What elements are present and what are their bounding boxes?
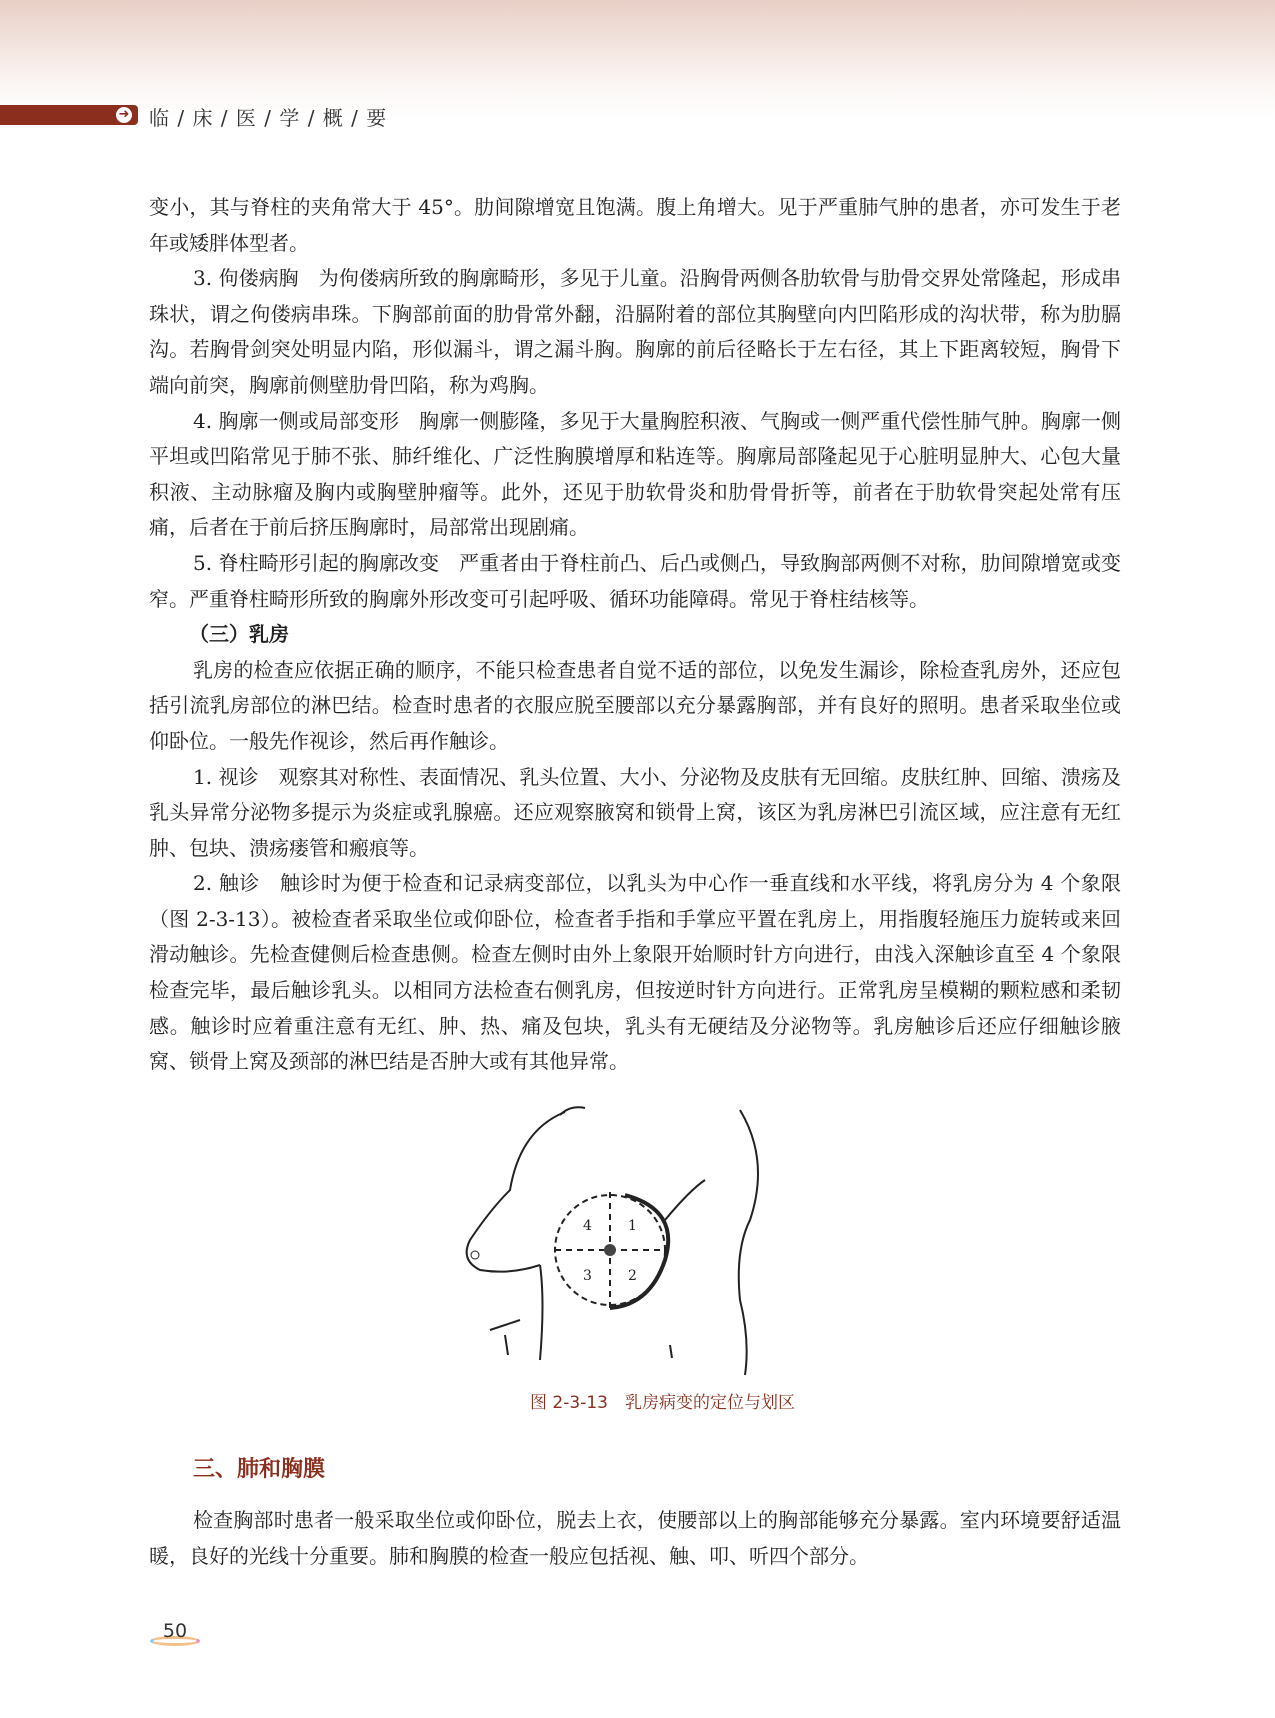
arrow-right-circle-icon: ➜ [116, 107, 132, 123]
paragraph: 2. 触诊 触诊时为便于检查和记录病变部位，以乳头为中心作一垂直线和水平线，将乳房分为 4 个象限（图 2-3-13）。被检查者采取坐位或仰卧位，检查者手指和手掌应平置在乳房上，用指腹轻施压力旋转或来回滑动触诊。先检查健侧后检查患侧。检查左侧时由外上象限开始顺时针方向进行，由浅入深触诊直至 4 个象限检查完毕，最后触诊乳头。以相同方法检查右侧乳房，但按逆时针方向进行。正常乳房呈模糊的颗粒感和柔韧感。触诊时应着重注意有无红、肿、热、痛及包块，乳头有无硬结及分泌物等。乳房触诊后还应仔细触诊腋窝、锁骨上窝及颈部的淋巴结是否肿大或有其他异常。 [149, 871, 1121, 1074]
quadrant-label: 4 [583, 1218, 592, 1234]
paragraph: 5. 脊柱畸形引起的胸廓改变 严重者由于脊柱前凸、后凸或侧凸，导致胸部两侧不对称，肋间隙增宽或变窄。严重脊柱畸形所致的胸廓外形改变可引起呼吸、循环功能障碍。常见于脊柱结核等。 [149, 550, 1121, 611]
quadrant-label: 2 [628, 1268, 637, 1284]
figure-caption: 图 2-3-13 乳房病变的定位与划区 [530, 1393, 795, 1413]
paragraph: 乳房的检查应依据正确的顺序，不能只检查患者自觉不适的部位，以免发生漏诊，除检查乳房外，还应包括引流乳房部位的淋巴结。检查时患者的衣服应脱至腰部以充分暴露胸部，并有良好的照明。患者采取坐位或仰卧位。一般先作视诊，然后再作触诊。 [149, 657, 1121, 753]
paragraph: 变小，其与脊柱的夹角常大于 45°。肋间隙增宽且饱满。腹上角增大。见于严重肺气肿的患者，亦可发生于老年或矮胖体型者。 [149, 195, 1121, 255]
paragraph: 1. 视诊 观察其对称性、表面情况、乳头位置、大小、分泌物及皮肤有无回缩。皮肤红肿、回缩、溃疡及乳头异常分泌物多提示为炎症或乳腺癌。还应观察腋窝和锁骨上窝，该区为乳房淋巴引流区域，应注意有无红肿、包块、溃疡瘘管和瘢痕等。 [149, 764, 1121, 860]
page-number: 50 [162, 1620, 188, 1642]
quadrant-label: 1 [628, 1218, 637, 1234]
body-text [149, 190, 1121, 1080]
paragraph: 检查胸部时患者一般采取坐位或仰卧位，脱去上衣，使腰部以上的胸部能够充分暴露。室内环境要舒适温暖，良好的光线十分重要。肺和胸膜的检查一般应包括视、触、叩、听四个部分。 [149, 1508, 1121, 1568]
header-bar [0, 105, 138, 125]
section-body [149, 1503, 1121, 1574]
section-heading: 三、肺和胸膜 [193, 1457, 326, 1482]
breast-quadrant-figure [450, 1100, 810, 1380]
subheading: （三）乳房 [189, 622, 289, 647]
paragraph: 4. 胸廓一侧或局部变形 胸廓一侧膨隆，多见于大量胸腔积液、气胸或一侧严重代偿性肺气肿。胸廓一侧平坦或凹陷常见于肺不张、肺纤维化、广泛性胸膜增厚和粘连等。胸廓局部隆起见于心脏明显肿大、心包大量积液、主动脉瘤及胸内或胸壁肿瘤等。此外，还见于肋软骨炎和肋骨骨折等，前者在于肋软骨突起处常有压痛，后者在于前后挤压胸廓时，局部常出现剧痛。 [149, 408, 1121, 540]
quadrant-label: 3 [583, 1268, 592, 1284]
paragraph: 3. 佝偻病胸 为佝偻病所致的胸廓畸形，多见于儿童。沿胸骨两侧各肋软骨与肋骨交界处常隆起，形成串珠状，谓之佝偻病串珠。下胸部前面的肋骨常外翻，沿膈附着的部位其胸壁向内凹陷形成的沟状带，称为肋膈沟。若胸骨剑突处明显内陷，形似漏斗，谓之漏斗胸。胸廓的前后径略长于左右径，其上下距离较短，胸骨下端向前突，胸廓前侧壁肋骨凹陷，称为鸡胸。 [149, 266, 1121, 397]
running-title: 临 / 床 / 医 / 学 / 概 / 要 [149, 106, 388, 130]
